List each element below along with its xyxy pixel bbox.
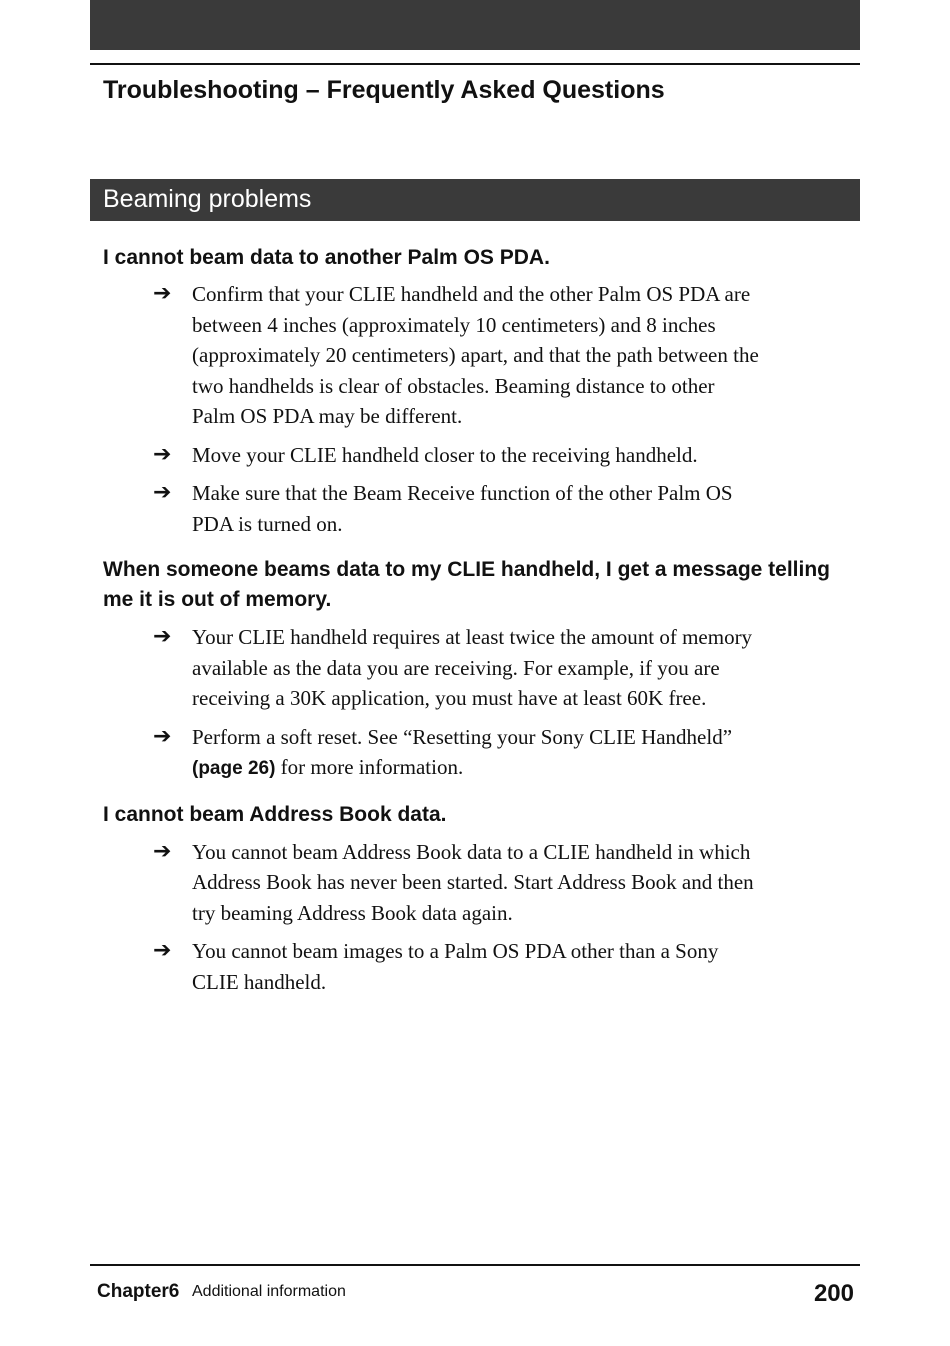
arrow-right-icon: ➔ (153, 838, 172, 864)
arrow-right-icon: ➔ (153, 723, 172, 749)
faq-answer (103, 440, 762, 471)
footer-rule (90, 1264, 860, 1266)
answer-text: Your CLIE handheld requires at least twice the amount of memory available as the data you are receiving. For example, if you are receiving a 30K application, you must have at least 60K free. (192, 625, 753, 710)
page-number: 200 (813, 1280, 854, 1307)
arrow-right-icon: ➔ (153, 441, 172, 467)
faq-answer (103, 936, 762, 997)
answer-text: Make sure that the Beam Receive function of the other Palm OS PDA is turned on. (192, 481, 733, 536)
section-title: Beaming problems (103, 185, 312, 213)
arrow-right-icon: ➔ (153, 281, 172, 306)
arrow-right-icon: ➔ (153, 624, 172, 649)
header-bar (90, 0, 860, 50)
faq-answer (103, 279, 762, 432)
arrow-right-icon: ➔ (153, 938, 172, 963)
answer-text: for more information. (280, 755, 464, 779)
answer-text: Perform a soft reset. See “Resetting your Sony CLIE Handheld” (192, 724, 733, 749)
faq-question-2: When someone beams data to my CLIE handheld, I get a message telling me it is out of memory. (103, 558, 830, 611)
page-reference-link[interactable]: (page 26) (192, 758, 276, 779)
page-title: Troubleshooting – Frequently Asked Questions (103, 76, 665, 104)
faq-answer (103, 622, 762, 714)
answer-text: You cannot beam images to a Palm OS PDA other than a Sony CLIE handheld. (192, 939, 719, 994)
arrow-right-icon: ➔ (153, 480, 172, 505)
faq-question-3: I cannot beam Address Book data. (103, 802, 447, 826)
faq-answer (103, 837, 762, 929)
answer-text: You cannot beam Address Book data to a CLIE handheld in which Address Book has never been started. Start Address Book and then try beaming Address Book data again. (192, 839, 754, 925)
section-banner (90, 179, 860, 221)
footer-chapter: Chapter6 (97, 1281, 180, 1302)
faq-question-1: I cannot beam data to another Palm OS PDA. (103, 246, 550, 269)
faq-answer (103, 722, 762, 785)
answer-text: Move your CLIE handheld closer to the receiving handheld. (192, 442, 698, 467)
faq-content (103, 240, 860, 1005)
answer-text: Confirm that your CLIE handheld and the other Palm OS PDA are between 4 inches (approximately 10 centimeters) and 8 inches (approximately 20 centimeters) apart, and that the path between the two handhelds is clear of obstacles. Beaming distance to other Palm OS PDA may be different. (192, 282, 759, 428)
footer-section: Additional information (192, 1283, 346, 1300)
faq-answer (103, 478, 762, 539)
header-rule (90, 63, 860, 65)
